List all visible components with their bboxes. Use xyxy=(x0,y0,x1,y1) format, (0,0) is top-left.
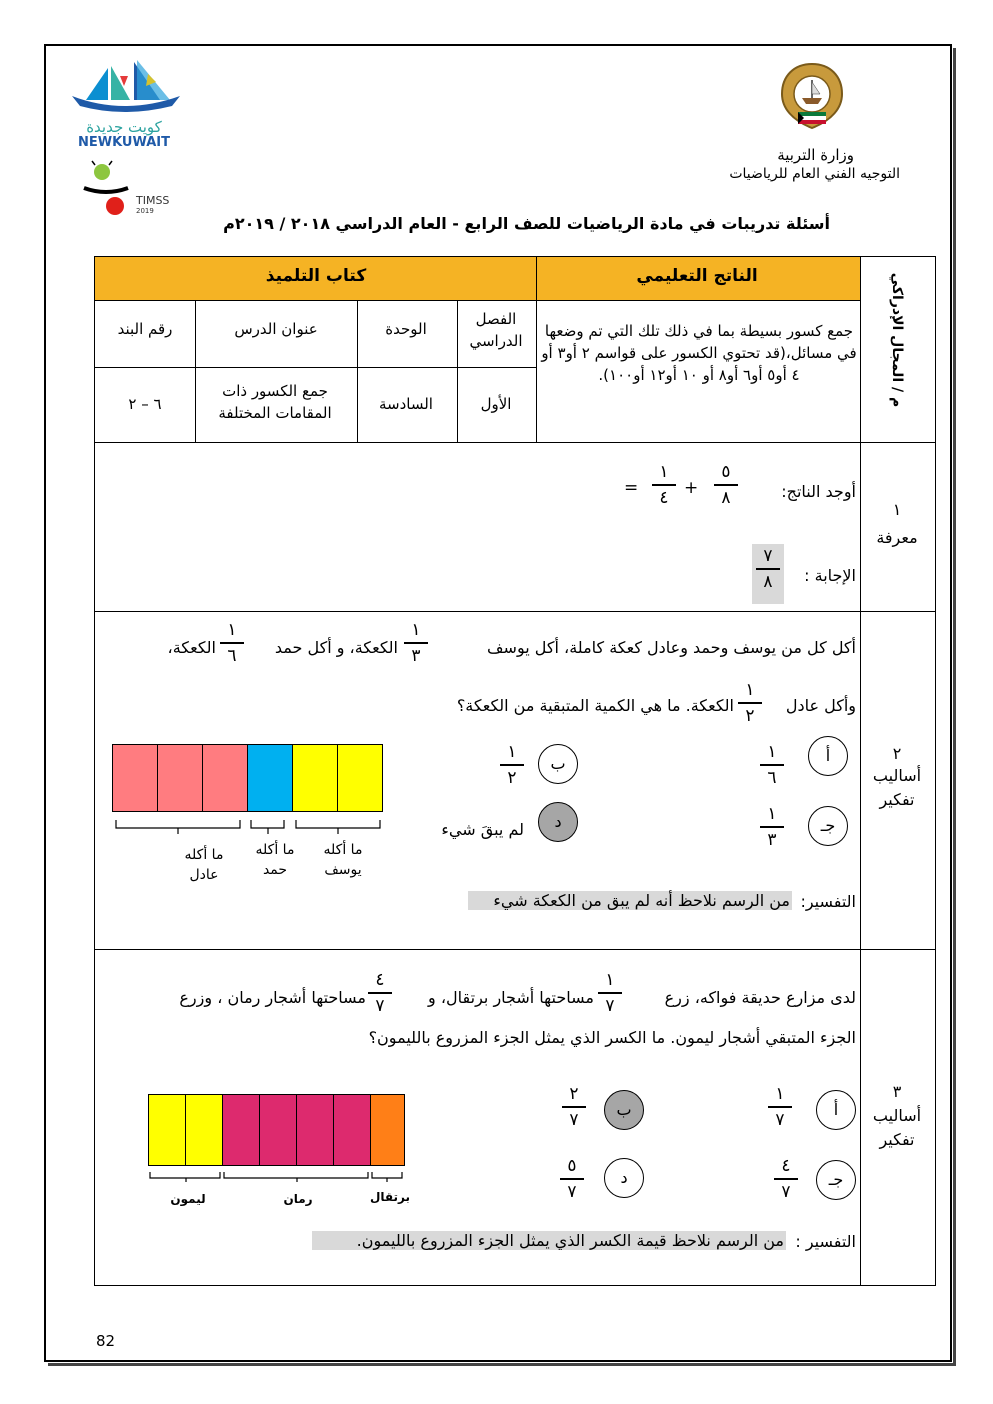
new-kuwait-ar: كويت جديدة xyxy=(86,118,162,136)
q3-bar-segment-lemon xyxy=(148,1094,186,1166)
q2-explanation-label: التفسير: xyxy=(800,892,856,911)
q3-option-d-circle[interactable]: د xyxy=(604,1158,644,1198)
q2-bar-segment-hamad xyxy=(247,744,293,812)
q2-option-b-frac: ١ ٢ xyxy=(500,742,524,788)
semester-value: الأول xyxy=(480,395,512,413)
semester-header: الفصل الدراسي xyxy=(469,310,523,350)
ministry-line2: التوجيه الفني العام للرياضيات xyxy=(729,166,900,182)
q3-bar-segment-pomegranate xyxy=(333,1094,371,1166)
q2-domain-line2: تفكير xyxy=(879,790,915,809)
q3-option-a-circle[interactable]: أ xyxy=(816,1090,856,1130)
q2-bar-segment-adel xyxy=(157,744,203,812)
q2-bar-segment-yousef xyxy=(337,744,383,812)
q3-line1-part1: لدى مزارع حديقة فواكه، زرع xyxy=(664,988,856,1007)
col-outcome-header: الناتج التعليمي xyxy=(636,266,758,286)
q3-option-b-circle[interactable]: ب xyxy=(604,1090,644,1130)
q2-bar-segment-adel xyxy=(112,744,158,812)
q1-plus: + xyxy=(684,478,699,498)
q1-answer-label: الإجابة : xyxy=(804,566,856,585)
q3-option-d-frac: ٥ ٧ xyxy=(560,1156,584,1202)
lesson-value: جمع الكسور ذات المقامات المختلفة xyxy=(218,382,332,422)
q2-line2-part2: الكعكة. ما هي الكمية المتبقية من الكعكة؟ xyxy=(456,696,734,715)
q2-label-hamad: ما أكله حمد xyxy=(255,842,295,878)
q1-number: ١ xyxy=(892,500,902,519)
q1-frac-b: ١ ٤ xyxy=(652,462,676,508)
q3-number: ٣ xyxy=(892,1082,902,1101)
new-kuwait-logo-icon xyxy=(68,60,184,122)
q3-option-c-circle[interactable]: جـ xyxy=(816,1160,856,1200)
q3-label-orange: برتقال xyxy=(369,1190,411,1204)
q2-domain-line1: أساليب xyxy=(872,766,922,785)
q2-option-c-frac: ١ ٣ xyxy=(760,804,784,850)
q3-frac-1: ١ ٧ xyxy=(598,970,622,1016)
q2-frac-3: ١ ٢ xyxy=(738,680,762,726)
q3-explanation-label: التفسير : xyxy=(795,1232,856,1251)
col-book-header: كتاب التلميذ xyxy=(265,266,367,286)
q2-option-a-frac: ١ ٦ xyxy=(760,742,784,788)
item-value: ٦ – ٢ xyxy=(128,395,162,413)
q3-bar-segment-pomegranate xyxy=(296,1094,334,1166)
item-header: رقم البند xyxy=(117,320,173,338)
timss-year: 2019 xyxy=(136,207,154,215)
q3-label-pomegranate: رمان xyxy=(283,1192,313,1206)
q3-line2: الجزء المتبقي أشجار ليمون. ما الكسر الذي يمثل الجزء المزروع بالليمون؟ xyxy=(368,1028,856,1047)
q2-bar-segment-yousef xyxy=(292,744,338,812)
q2-bar-segment-adel xyxy=(202,744,248,812)
q1-prompt: أوجد الناتج: xyxy=(781,482,856,501)
timss-text: TIMSS xyxy=(136,194,170,207)
q1-equals: = xyxy=(624,478,639,498)
q3-line1-part3: مساحتها أشجار رمان ، وزرع xyxy=(179,988,366,1007)
page-title: أسئلة تدريبات في مادة الرياضيات للصف الرابع - العام الدراسي ٢٠١٨ / ٢٠١٩م xyxy=(223,214,830,233)
unit-value: السادسة xyxy=(379,395,433,413)
q3-bar-segment-pomegranate xyxy=(259,1094,297,1166)
q3-option-c-frac: ٤ ٧ xyxy=(774,1156,798,1202)
ministry-line1: وزارة التربية xyxy=(777,146,854,164)
q2-option-c-circle[interactable]: جـ xyxy=(808,806,848,846)
q1-frac-a: ٥ ٨ xyxy=(714,462,738,508)
q2-option-d-text: لم يبقَ شيء xyxy=(441,820,524,839)
outcome-text: جمع كسور بسيطة بما في ذلك تلك التي تم وضعها في مسائل،(قد تحتوي الكسور على قواسم ٢ أو٣ أو ٤ أو٥ أو٦ أو٨ أو ١٠ أو١٢ أو١٠٠). xyxy=(541,322,857,384)
q3-explanation: من الرسم نلاحظ قيمة الكسر الذي يمثل الجزء المزروع بالليمون. xyxy=(312,1231,786,1250)
q1-domain: معرفة xyxy=(876,528,918,547)
q3-line1-part2: مساحتها أشجار برتقال، و xyxy=(428,988,594,1007)
q3-bar-segment-pomegranate xyxy=(222,1094,260,1166)
q2-option-a-circle[interactable]: أ xyxy=(808,736,848,776)
q3-option-a-frac: ١ ٧ xyxy=(768,1084,792,1130)
q2-number: ٢ xyxy=(892,744,902,763)
q2-option-b-circle[interactable]: ب xyxy=(538,744,578,784)
kuwait-emblem-icon xyxy=(772,58,852,138)
q3-bar-segment-orange xyxy=(370,1094,405,1166)
q2-option-d-circle[interactable]: د xyxy=(538,802,578,842)
page-number: 82 xyxy=(96,1332,116,1350)
new-kuwait-en: NEWKUWAIT xyxy=(77,135,171,150)
unit-header: الوحدة xyxy=(385,320,427,338)
q2-explanation: من الرسم نلاحظ أنه لم يبق من الكعكة شيء xyxy=(468,891,792,910)
q2-frac-2: ١ ٦ xyxy=(220,620,244,666)
q3-bar-segment-lemon xyxy=(185,1094,223,1166)
col-domain-header: م / المجال الإدراكي xyxy=(889,272,905,408)
q2-label-adel: ما أكله عادل xyxy=(184,847,224,883)
q2-frac-1: ١ ٣ xyxy=(404,620,428,666)
q1-answer: ٧ ٨ xyxy=(756,546,780,592)
q2-line1-part2: الكعكة، و أكل حمد xyxy=(274,638,398,657)
q2-label-yousef: ما أكله يوسف xyxy=(323,842,363,878)
q2-line1-part3: الكعكة، xyxy=(167,638,216,657)
q3-option-b-frac: ٢ ٧ xyxy=(562,1084,586,1130)
q3-domain-line2: تفكير xyxy=(879,1130,915,1149)
q3-frac-2: ٤ ٧ xyxy=(368,970,392,1016)
lesson-header: عنوان الدرس xyxy=(234,320,318,338)
q2-line2-part1: وأكل عادل xyxy=(785,696,856,715)
q2-line1-part1: أكل كل من يوسف وحمد وعادل كعكة كاملة، أكل يوسف xyxy=(486,638,856,657)
q3-bar-braces xyxy=(146,1170,408,1190)
q3-label-lemon: ليمون xyxy=(170,1192,206,1206)
q3-domain-line1: أساليب xyxy=(872,1106,922,1125)
